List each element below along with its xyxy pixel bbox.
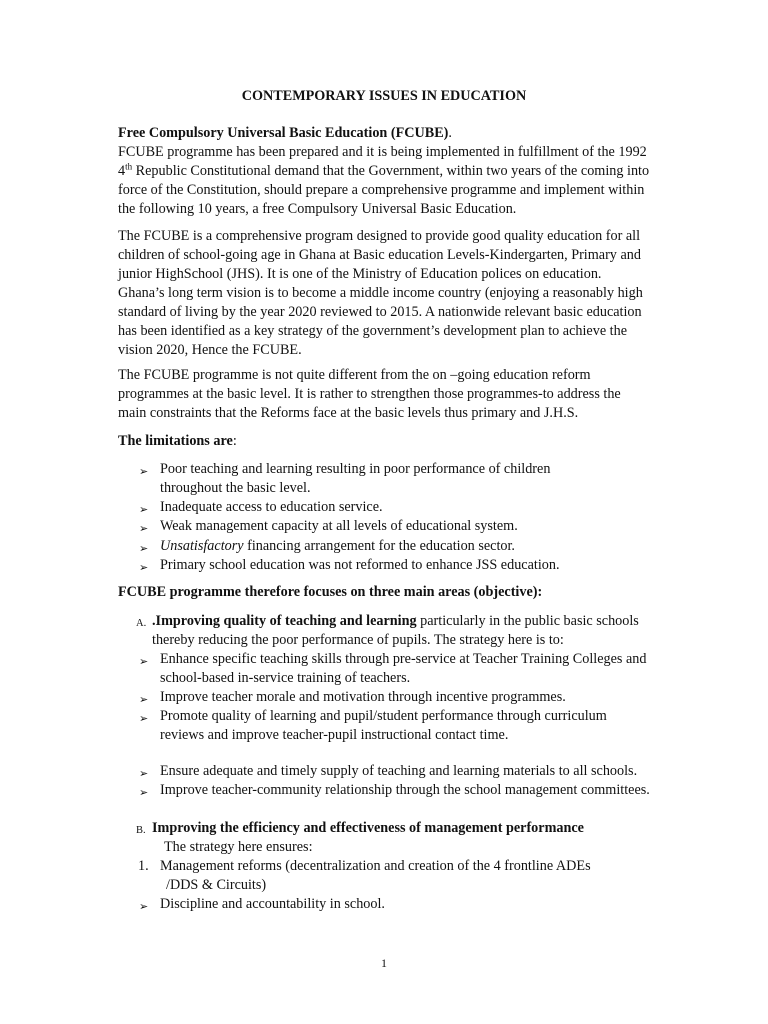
paragraph-1-line: FCUBE programme has been prepared and it is being implemented in fulfillment of the 1992 — [118, 144, 647, 160]
limitation-item: Weak management capacity at all levels of educational system. — [160, 518, 518, 534]
limitation-item — [160, 537, 670, 556]
limitation-item: Inadequate access to education service. — [160, 499, 383, 515]
section-a-line: thereby reducing the poor performance of pupils. The strategy here is to: — [152, 632, 564, 648]
bullet-arrow-icon: ➢ — [139, 900, 149, 913]
paragraph-1 — [118, 143, 658, 219]
bullet-arrow-icon: ➢ — [139, 767, 149, 780]
strategy-item-line: Enhance specific teaching skills through pre-service at Teacher Training Colleges and — [160, 651, 647, 667]
bullet-arrow-icon: ➢ — [139, 503, 149, 516]
strategy-item: Improve teacher morale and motivation through incentive programmes. — [160, 689, 566, 705]
section-heading — [118, 124, 658, 143]
strategy-item: Improve teacher-community relationship through the school management committees. — [160, 782, 650, 798]
paragraph-2-line: children of school-going age in Ghana at Basic education Levels-Kindergarten, Primary and — [118, 247, 641, 263]
strategy-item — [160, 707, 670, 745]
numbered-marker: 1. — [138, 858, 149, 874]
limitation-item-text: financing arrangement for the education sector. — [243, 538, 515, 554]
limitations-heading-text: The limitations are — [118, 433, 233, 449]
paragraph-2-line: has been identified as a key strategy of the government’s development plan to achieve the — [118, 323, 627, 339]
limitation-item: Primary school education was not reformed to enhance JSS education. — [160, 557, 560, 573]
limitations-heading — [118, 432, 658, 451]
document-title: CONTEMPORARY ISSUES IN EDUCATION — [241, 88, 527, 104]
strategy-item-line: school-based in-service training of teachers. — [160, 670, 411, 686]
ordinal-suffix: th — [125, 161, 133, 172]
strategy-item: Ensure adequate and timely supply of teaching and learning materials to all schools. — [160, 763, 638, 779]
paragraph-2-line: The FCUBE is a comprehensive program designed to provide good quality education for all — [118, 228, 641, 244]
section-b-bold: Improving the efficiency and effectiveness of management performance — [152, 820, 584, 836]
paragraph-3-line: programmes at the basic level. It is rather to strengthen those programmes-to address the — [118, 386, 621, 402]
limitation-item — [160, 460, 670, 498]
bullet-arrow-icon: ➢ — [139, 786, 149, 799]
paragraph-2-line: standard of living by the year 2020 reviewed to 2015. A nationwide relevant basic education — [118, 304, 642, 320]
paragraph-2-line: junior HighSchool (JHS). It is one of the Ministry of Education polices on education. — [118, 266, 602, 282]
page-number: 1 — [381, 956, 387, 970]
section-b-heading — [152, 819, 672, 857]
limitation-item-line: throughout the basic level. — [160, 480, 311, 496]
bullet-arrow-icon: ➢ — [139, 712, 149, 725]
paragraph-1-line-text: Republic Constitutional demand that the Government, within two years of the coming into — [132, 163, 650, 179]
numbered-item-line: Management reforms (decentralization and creation of the 4 frontline ADEs — [160, 858, 591, 874]
ordinal-number: 4 — [118, 163, 126, 179]
bullet-arrow-icon: ➢ — [139, 561, 149, 574]
bullet-arrow-icon: ➢ — [139, 693, 149, 706]
bullet-arrow-icon: ➢ — [139, 465, 149, 478]
section-heading-period: . — [448, 125, 452, 141]
paragraph-1-line: the following 10 years, a free Compulsory Universal Basic Education. — [118, 201, 517, 217]
paragraph-3-line: The FCUBE programme is not quite different from the on –going education reform — [118, 367, 591, 383]
bullet-arrow-icon: ➢ — [139, 522, 149, 535]
strategy-item: Discipline and accountability in school. — [160, 896, 385, 912]
strategy-item-line: Promote quality of learning and pupil/student performance through curriculum — [160, 708, 607, 724]
limitations-colon: : — [232, 433, 237, 449]
paragraph-2-line: vision 2020, Hence the FCUBE. — [118, 342, 302, 358]
bullet-arrow-icon: ➢ — [139, 542, 149, 555]
section-a-rest: particularly in the public basic schools — [416, 613, 639, 629]
strategy-item-line: reviews and improve teacher-pupil instructional contact time. — [160, 727, 509, 743]
section-b-line: The strategy here ensures: — [164, 839, 313, 855]
limitation-item-italic: Unsatisfactory — [160, 538, 244, 554]
numbered-item — [160, 857, 670, 895]
paragraph-1-line — [118, 162, 658, 181]
section-a-bold: .Improving quality of teaching and learning — [152, 613, 417, 629]
paragraph-3-line: main constraints that the Reforms face at the basic levels thus primary and J.H.S. — [118, 405, 579, 421]
paragraph-1-line: force of the Constitution, should prepare a comprehensive programme and implement within — [118, 182, 645, 198]
strategy-item — [160, 650, 670, 688]
limitation-item-line: Poor teaching and learning resulting in poor performance of children — [160, 461, 551, 477]
section-a-heading-line — [152, 612, 672, 631]
paragraph-2-line: Ghana’s long term vision is to become a middle income country (enjoying a reasonably high — [118, 285, 643, 301]
paragraph-3 — [118, 366, 658, 423]
section-heading-text: Free Compulsory Universal Basic Education (FCUBE) — [118, 125, 449, 141]
paragraph-2 — [118, 227, 658, 360]
bullet-arrow-icon: ➢ — [139, 655, 149, 668]
focus-heading: FCUBE programme therefore focuses on three main areas (objective): — [118, 584, 543, 600]
section-a-heading — [152, 612, 672, 650]
numbered-item-line: /DDS & Circuits) — [166, 877, 267, 893]
section-b-marker: B. — [136, 825, 146, 836]
section-a-marker: A. — [136, 618, 147, 629]
